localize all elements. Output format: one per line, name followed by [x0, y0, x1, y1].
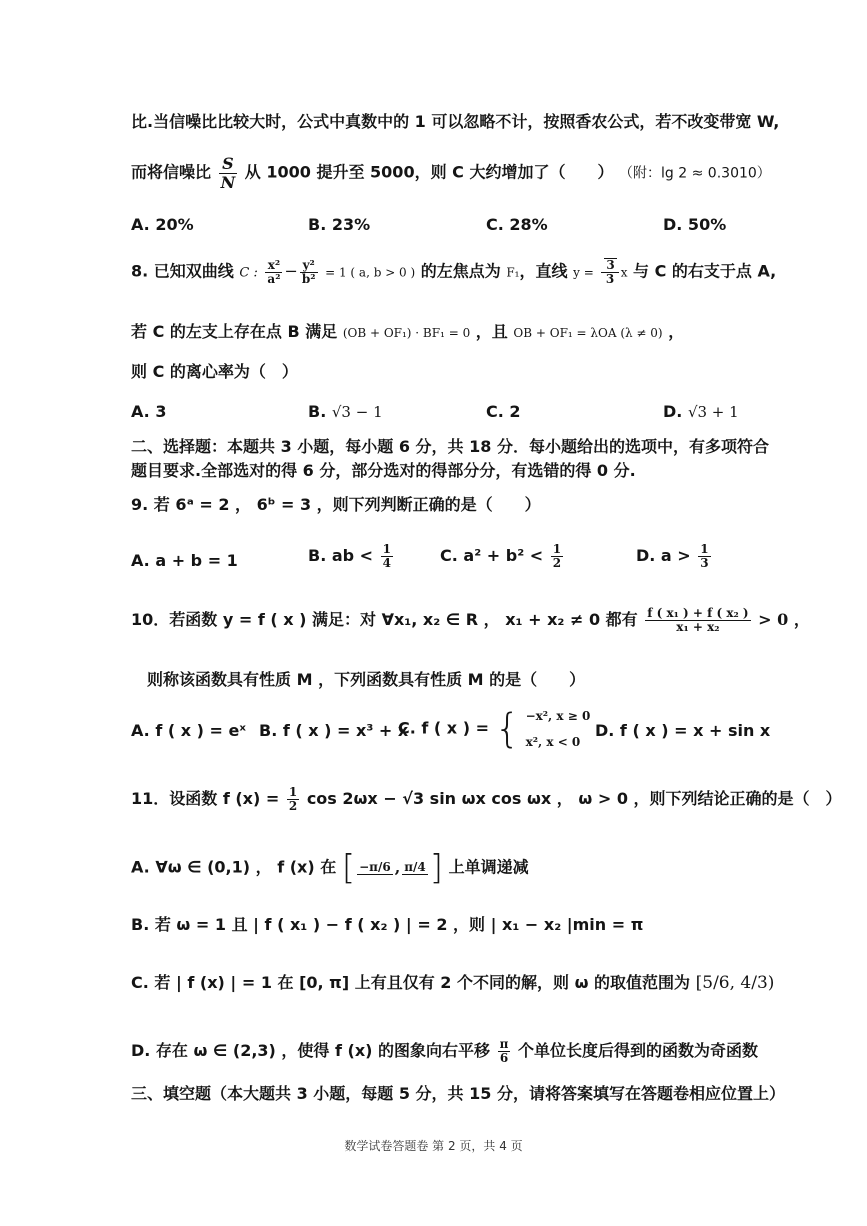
q8-line-label: ，直线 — [519, 261, 568, 281]
q11-option-b: B. 若 ω = 1 且 | f ( x₁ ) − f ( x₂ ) | = 2 ，则 | x₁ − x₂ |min = π — [131, 915, 644, 934]
q7-line2-post: 从 1000 提升至 5000，则 C 大约增加了（ ） — [244, 162, 614, 182]
q8-prefix: 8. 已知双曲线 — [131, 261, 234, 281]
q7-option-c: C. 28% — [486, 215, 548, 234]
q8-line2-pre: 若 C 的左支上存在点 B 满足 — [131, 322, 338, 341]
q8-curve-post: = 1 ( a, b > 0 ) — [325, 265, 416, 280]
q7-line2 — [131, 155, 771, 191]
q9-option-c: C. a² + b² < $\frac{1}{2}$ — [440, 542, 562, 571]
q8-frac-y: $\frac{\text{y²}}{\text{b²}}$ — [301, 257, 316, 286]
q8-line-eq: y = — [573, 265, 594, 280]
q10-line2: 则称该函数具有性质 M ，下列函数具有性质 M 的是（ ） — [147, 670, 586, 689]
q8-line2-mid: ，且 — [475, 322, 508, 341]
q9-option-a: A. a + b = 1 — [131, 551, 238, 570]
q10-cases: −x², x ≥ 0 x², x < 0 — [525, 709, 591, 749]
section3-heading: 三、填空题（本大题共 3 小题，每题 5 分，共 15 分，请将答案填写在答题卷相应位置上） — [131, 1084, 785, 1103]
q8-focus: F₁ — [506, 265, 520, 280]
q8-option-d: D. √3 + 1 — [663, 402, 739, 421]
q10-stem: 10．若函数 y = f ( x ) 满足：对 ∀x₁, x₂ ∈ R ， x₁ + x₂ ≠ 0 都有 $\frac{\text{f ( x₁ ) + f ( x₂ )}}{\text{x₁ + x₂}}$ > 0 ， — [131, 606, 810, 635]
q8-option-b-math: √3 − 1 — [331, 403, 383, 421]
q8-option-a: A. 3 — [131, 402, 167, 421]
q7-line1: 比.当信噪比比较大时，公式中真数中的 1 可以忽略不计，按照香农公式，若不改变带宽 W, — [131, 112, 780, 131]
q10-option-d: D. f ( x ) = x + sin x — [595, 721, 771, 740]
q7-option-d: D. 50% — [663, 215, 727, 234]
q10-brace: { — [494, 706, 521, 752]
q8-option-c: C. 2 — [486, 402, 521, 421]
q8-line3: 则 C 的离心率为（ ） — [131, 362, 298, 381]
q10-option-a: A. f ( x ) = eˣ — [131, 721, 246, 740]
q8-condition1: (OB + OF₁) · BF₁ = 0 — [342, 326, 471, 340]
q10-fraction: $\frac{\text{f ( x₁ ) + f ( x₂ )}}{\text{x₁ + x₂}}$ — [647, 606, 749, 635]
q10-option-b: B. f ( x ) = x³ + x — [259, 721, 409, 740]
q11-option-d: D. 存在 ω ∈ (2,3) ，使得 f (x) 的图象向右平移 $\frac{\pi}{6}$ 个单位长度后得到的函数为奇函数 — [131, 1037, 759, 1066]
q11-option-a: A. ∀ω ∈ (0,1) ， f (x) 在 [ −π/6 , π/4 ] 上单调递减 — [131, 848, 529, 888]
q8-curve-pre: C : — [239, 265, 258, 281]
q7-snr-fraction — [219, 155, 238, 191]
section2-line2: 题目要求.全部选对的得 6 分，部分选对的得部分分，有选错的得 0 分. — [131, 461, 636, 480]
q8-frac-x: $\frac{\text{x²}}{\text{a²}}$ — [267, 257, 281, 286]
section2-line1: 二、选择题：本题共 3 小题，每小题 6 分，共 18 分．每小题给出的选项中，有多项符合 — [131, 437, 769, 456]
q8-line-end: 与 C 的右支于点 A, — [633, 261, 777, 281]
q11-stem: 11．设函数 f (x) = $\frac{1}{2}$ cos 2ωx − √3 sin ωx cos ωx ， ω > 0 ，则下列结论正确的是（ ） — [131, 785, 842, 814]
q8-mid: 的左焦点为 — [420, 261, 501, 281]
q9-option-d: D. a > $\frac{1}{3}$ — [636, 542, 709, 571]
q7-line2-pre: 而将信噪比 — [131, 162, 212, 182]
q7-option-a: A. 20% — [131, 215, 194, 234]
q11-option-c: C. 若 | f (x) | = 1 在 [0, π] 上有且仅有 2 个不同的解，则 ω 的取值范围为 [5/6, 4/3) — [131, 973, 775, 993]
q8-line1: 8. 已知双曲线 C : $\frac{\text{x²}}{\text{a²}}$ − $\frac{\text{y²}}{\text{b²}}$ = 1 ( a, b > 0 ) 的左焦点为 F₁，直线 y = $\frac{3}{3}$ x 与 C 的右支于点 A, — [131, 257, 777, 287]
q7-option-b: B. 23% — [308, 215, 371, 234]
q7-frac-num: S — [219, 155, 238, 174]
q7-frac-den: N — [220, 172, 236, 192]
q9-stem: 9. 若 6ᵃ = 2 ， 6ᵇ = 3 ，则下列判断正确的是（ ） — [131, 495, 541, 514]
q8-line2 — [131, 322, 684, 341]
q7-note: （附：lg 2 ≈ 0.3010） — [619, 165, 771, 182]
q8-condition2: OB + OF₁ = λOA (λ ≠ 0) — [513, 326, 663, 340]
q8-line2-end: ， — [668, 322, 685, 341]
q10-option-c: C. f ( x ) = { −x², x ≥ 0 x², x < 0 — [398, 703, 590, 755]
q8-option-b: B. √3 − 1 — [308, 402, 383, 421]
page-footer: 数学试卷答题卷 第 2 页，共 4 页 — [344, 1139, 523, 1153]
q9-option-b: B. ab < $\frac{1}{4}$ — [308, 542, 392, 571]
q8-slope-fraction: $\frac{3}{3}$ — [601, 258, 618, 286]
q8-option-d-math: √3 + 1 — [687, 403, 739, 421]
